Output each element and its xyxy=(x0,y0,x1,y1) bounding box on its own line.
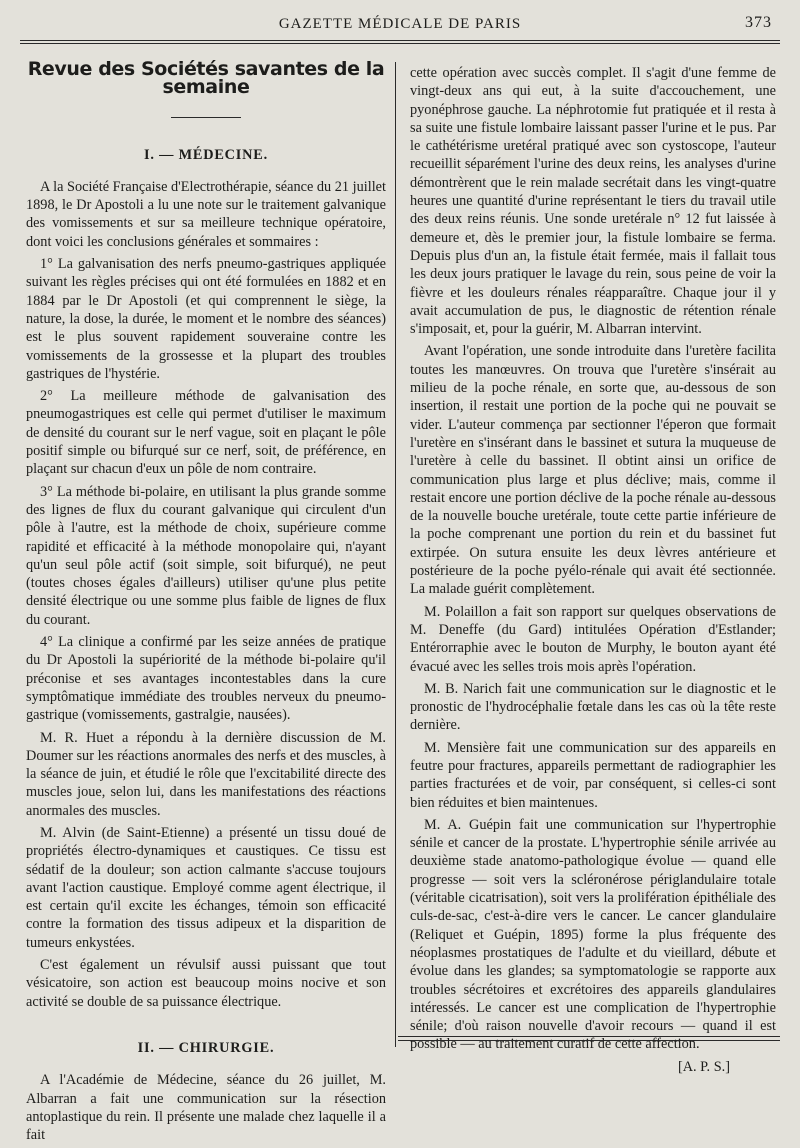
paragraph: C'est également un révulsif aussi puissant que tout vésicatoire, son action est beaucoup moins nocive et son activité se double de sa puissance électrique. xyxy=(26,957,386,1010)
paragraph: A la Société Française d'Electrothérapie, séance du 21 juillet 1898, le Dr Apostoli a lu une note sur le traitement galvanique des vomissements et sur sa meilleure technique opératoire, dont voici les conclusions générales et sommaires : xyxy=(26,178,386,250)
footer-rule-top xyxy=(398,1036,780,1037)
header-rule-bottom xyxy=(20,43,780,44)
paragraph: 2° La meilleure méthode de galvanisation des pneumogastriques est celle qui permet d'utiliser le maximum de densité du courant sur le nerf vague, soit en plaçant le pôle positif simple ou bifurqué sur ce nerf, soit, de préférence, en plaçant sur chacun d'eux un pôle de nom contraire. xyxy=(26,388,386,478)
paragraph: M. Alvin (de Saint-Etienne) a présenté un tissu doué de propriétés électro-dynamiques et caustiques. Ce tissu est sédatif de la douleur; son action calmante s'accuse toujours avant l'action caustique. Employé comme agent électrique, il est certain qu'il excite les échanges, témoin son efficacité contre la formation des tissus adipeux et la disparition de tumeurs enkystées. xyxy=(26,824,386,951)
section-heading-chirurgie: II. — CHIRURGIE. xyxy=(137,1039,275,1056)
footer-rule-bottom xyxy=(398,1040,780,1041)
signature: [A. P. S.] xyxy=(677,1058,730,1075)
section-heading-medecine: I. — MÉDECINE. xyxy=(144,146,268,163)
paragraph: Avant l'opération, une sonde introduite dans l'uretère facilita toutes les manœuvres. On trouva que l'uretère s'insérait au milieu de la poche rénale, en sorte que, au-dessous de son insertion, il restait une portion de la poche qui ne pouvait se vider. L'auteur commença par sectionner l'éperon que formait l'uretère en s'insérant dans le bassinet et sutura la muqueuse de l'uretère à celle du bassinet. Il obtint ainsi un orifice de communication plus large et plus déclive; mais, comme il restait encore une portion déclive de la poche rénale au-dessous de la nouvelle bouche uretérale, toute cette partie inférieure de la poche comprenant une portion du rein et du bassinet fut extirpée. On sutura ensuite les deux lèvres antérieure et postérieure de la poche pyélo-rénale qui avait été sectionnée. La malade guérit complètement. xyxy=(410,343,776,598)
title-rule xyxy=(171,117,241,118)
left-column xyxy=(26,60,386,1148)
page-header xyxy=(22,14,778,34)
header-rule-top xyxy=(20,40,780,41)
paragraph: 1° La galvanisation des nerfs pneumo-gastriques appliquée suivant les règles précises qui ont été formulées en 1882 et en 1884 par le Dr Apostoli (et qui comprennent le siège, la nature, la dose, la durée, le moment et le nombre des séances) est le plus souvent rapidement souveraine contre les vomissements de la grossesse et la plupart des troubles gastriques de l'hystérie. xyxy=(26,256,386,382)
page-number: 373 xyxy=(745,14,772,31)
paragraph: M. R. Huet a répondu à la dernière discussion de M. Doumer sur les réactions anormales des nerfs et des muscles, à la séance de juin, et étudié le rôle que l'excitabilité directe des muscles joue, selon lui, dans les manifestations des réactions anormales des muscles. xyxy=(26,729,386,819)
paragraph: cette opération avec succès complet. Il s'agit d'une femme de vingt-deux ans qui eut, à la suite d'accouchement, une pyonéphrose gauche. La néphrotomie fut pratiquée et il resta à sa suite une fistule lombaire laissant passer l'urine et le pus. Par le cathétérisme uretéral pratiqué avec son cystoscope, l'auteur recueillit séparément l'urine des deux reins, les analyses d'urine démontrèrent que le rein malade secrétait dans les vingt-quatre heures une quantité d'urine représentant le tiers du travail utile des deux reins réunis. Une sonde uretérale n° 12 fut laissée à demeure et, dès le premier jour, la fistule lombaire se ferma. Depuis plus d'un an, la fistule était fermée, mais il fallait tous les deux jours pratiquer le lavage du rein, sous peine de voir la fièvre et les douleurs rénales réapparaître. Chaque jour il y avait accumulation de pus, le diagnostic de rétention rénale s'imposait, et, pour la guérir, M. Albarran intervint. xyxy=(410,65,776,338)
column-divider xyxy=(395,62,396,1047)
journal-title: GAZETTE MÉDICALE DE PARIS xyxy=(278,16,522,32)
review-title: Revue des Sociétés savantes de la semaine xyxy=(27,58,385,99)
paragraph: A l'Académie de Médecine, séance du 26 juillet, M. Albarran a fait une communication sur la résection antoplastique du rein. Il présente une malade chez laquelle il a fait xyxy=(26,1072,386,1144)
paragraph: M. Polaillon a fait son rapport sur quelques observations de M. Deneffe (du Gard) intitulées Opération d'Estlander; Entérorraphie avec le bouton de Murphy, le bouton ayant été évacué avec les selles trois mois après l'opération. xyxy=(410,603,776,675)
paragraph: M. A. Guépin fait une communication sur l'hypertrophie sénile et cancer de la prostate. L'hypertrophie sénile arrivée au deuxième stade anatomo-pathologique évolue — quand elle progresse — soit vers la scléronérose périglandulaire totale (véritable cicatrisation), soit vers la prolifération épithéliale des culs-de-sac, c'est-à-dire vers le cancer. Le cancer glandulaire (Reliquet et Guépin, 1895) forme la plus fréquente des néoplasmes prostatiques de l'adulte et du vieillard, débute et évolue dans les glandes; sa symptomatologie se rapporte aux troubles sécrétoires et excrétoires des appareils glandulaires intéressés. Le cancer est une complication de l'hypertrophie sénile; d'où raison nouvelle d'avoir recours — quand il est possible — au traitement curatif de cette affection. xyxy=(410,816,776,1053)
paragraph: 3° La méthode bi-polaire, en utilisant la plus grande somme des lignes de flux du courant galvanique qui circulent d'un pôle à l'autre, est la méthode de choix, supérieure comme rapidité et efficacité à la méthode monopolaire qui, n'ayant qu'un seul pôle actif (soit simple, soit bifurqué), ne peut (toutes choses égales d'ailleurs) utiliser qu'une plus petite densité électrique ou une somme plus faible de lignes de flux du courant. xyxy=(26,483,386,628)
paragraph: M. Mensière fait une communication sur des appareils en feutre pour fractures, appareils permettant de radiographier les parties fracturées et de voir, par conséquent, si celles-ci sont bien réduites et bien maintenues. xyxy=(410,739,776,811)
paragraph: M. B. Narich fait une communication sur le diagnostic et le pronostic de l'hydrocéphalie fœtale dans les cas où la tête reste dernière. xyxy=(410,680,776,734)
paragraph: 4° La clinique a confirmé par les seize années de pratique du Dr Apostoli la supériorité de la méthode bi-polaire qu'il préconise et ses avantages incontestables dans la cure symptômatique immédiate des troubles nerveux du pneumo-gastrique (vomissements, gastralgie, nausées). xyxy=(26,634,386,724)
right-column xyxy=(410,64,776,1076)
